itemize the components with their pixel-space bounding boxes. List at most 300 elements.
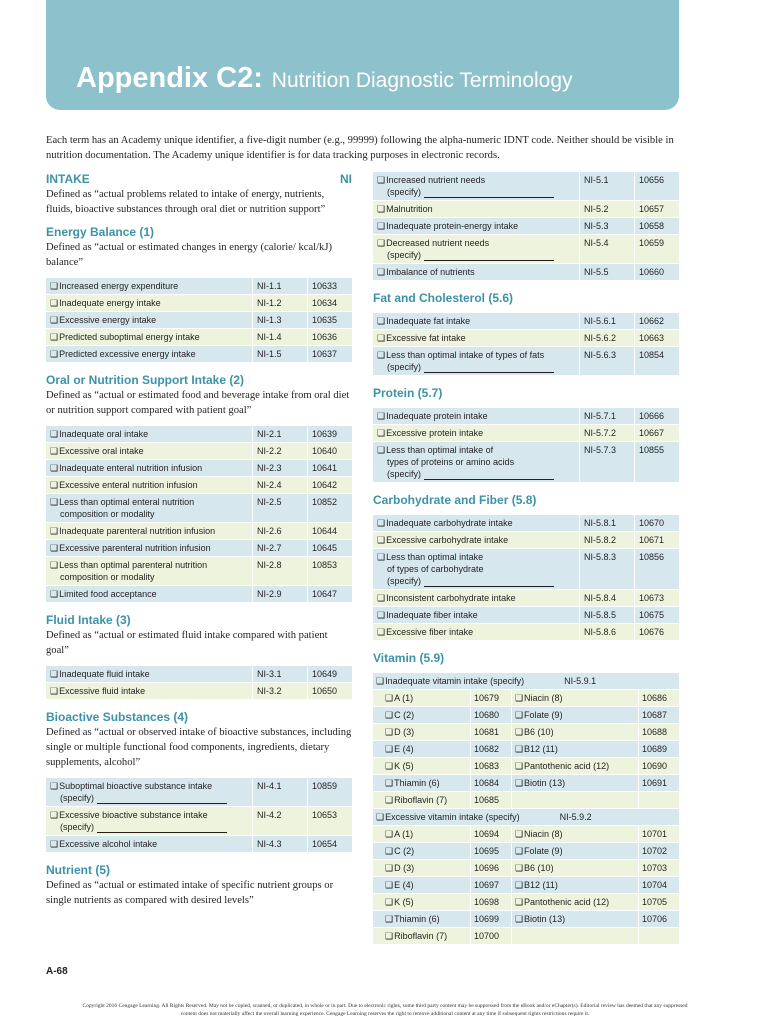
specify-field bbox=[377, 575, 575, 587]
table-row bbox=[46, 540, 352, 557]
term-label: Excessive fat intake bbox=[386, 333, 466, 343]
unique-id: 10695 bbox=[470, 843, 511, 860]
checkbox-icon[interactable]: ❑ bbox=[514, 727, 524, 737]
idnt-code: NI-2.3 bbox=[253, 460, 308, 477]
checkbox-icon[interactable]: ❑ bbox=[385, 693, 394, 703]
term-label: Excessive bioactive substance intake bbox=[59, 810, 208, 820]
term-label: Excessive alcohol intake bbox=[59, 839, 158, 849]
vitamin-right bbox=[511, 724, 638, 741]
unique-id: 10687 bbox=[639, 707, 680, 724]
unique-id: 10659 bbox=[635, 235, 680, 264]
nutrient-table bbox=[373, 172, 679, 281]
term-label: Decreased nutrient needs bbox=[386, 238, 490, 248]
idnt-code: NI-5.1 bbox=[580, 172, 635, 201]
checkbox-icon[interactable]: ❑ bbox=[377, 333, 386, 343]
term-label: Excessive fluid intake bbox=[59, 686, 146, 696]
vitamin-label: Riboflavin (7) bbox=[394, 931, 448, 941]
unique-id: 10699 bbox=[470, 911, 511, 928]
vitamin-row bbox=[373, 758, 679, 775]
checkbox-icon[interactable]: ❑ bbox=[377, 535, 386, 545]
idnt-code: NI-1.1 bbox=[253, 278, 308, 295]
fat-table bbox=[373, 313, 679, 376]
checkbox-icon[interactable]: ❑ bbox=[514, 710, 524, 720]
term-label: Less than optimal intake of bbox=[386, 445, 494, 455]
checkbox-icon[interactable]: ❑ bbox=[50, 781, 59, 791]
energy-table bbox=[46, 278, 352, 363]
idnt-code: NI-5.2 bbox=[580, 201, 635, 218]
checkbox-icon[interactable]: ❑ bbox=[50, 810, 59, 820]
table-row bbox=[46, 329, 352, 346]
vitamin-label: K (5) bbox=[394, 761, 414, 771]
checkbox-icon[interactable]: ❑ bbox=[385, 710, 394, 720]
checkbox-icon[interactable]: ❑ bbox=[385, 914, 394, 924]
checkbox-icon[interactable]: ❑ bbox=[385, 931, 394, 941]
term-cell bbox=[46, 426, 253, 443]
idnt-code: NI-4.3 bbox=[253, 836, 308, 853]
table-row bbox=[46, 523, 352, 540]
table-row bbox=[46, 683, 352, 700]
checkbox-icon[interactable]: ❑ bbox=[385, 761, 394, 771]
vitamin-row bbox=[373, 894, 679, 911]
vitamin-right bbox=[511, 928, 638, 945]
unique-id: 10690 bbox=[639, 758, 680, 775]
term-cell bbox=[373, 264, 580, 281]
idnt-code: NI-1.4 bbox=[253, 329, 308, 346]
idnt-code: NI-1.3 bbox=[253, 312, 308, 329]
vitamin-right bbox=[511, 911, 638, 928]
table-row bbox=[46, 278, 352, 295]
checkbox-icon[interactable]: ❑ bbox=[385, 897, 394, 907]
table-row bbox=[373, 607, 679, 624]
unique-id: 10676 bbox=[635, 624, 680, 641]
vitamin-label: D (3) bbox=[394, 727, 415, 737]
specify-label: (specify) bbox=[60, 822, 97, 832]
term-label: Inadequate parenteral nutrition infusion bbox=[59, 526, 216, 536]
unique-id: 10682 bbox=[470, 741, 511, 758]
term-label: Increased energy expenditure bbox=[59, 281, 179, 291]
nutrient-definition: Defined as “actual or estimated intake of specific nutrient groups or single nutrients as compared with desired levels” bbox=[46, 880, 334, 906]
idnt-code: NI-5.7.2 bbox=[580, 425, 635, 442]
table-row bbox=[46, 443, 352, 460]
table-row bbox=[46, 426, 352, 443]
term-cell bbox=[46, 346, 253, 363]
checkbox-icon[interactable]: ❑ bbox=[50, 315, 59, 325]
checkbox-icon[interactable]: ❑ bbox=[377, 445, 386, 455]
checkbox-icon[interactable]: ❑ bbox=[377, 428, 386, 438]
term-cell bbox=[373, 442, 580, 483]
vitamin-row bbox=[373, 741, 679, 758]
unique-id: 10649 bbox=[308, 666, 353, 683]
idnt-code: NI-5.8.4 bbox=[580, 590, 635, 607]
idnt-code: NI-2.7 bbox=[253, 540, 308, 557]
unique-id: 10679 bbox=[470, 690, 511, 707]
checkbox-icon[interactable]: ❑ bbox=[377, 204, 386, 214]
checkbox-icon[interactable]: ❑ bbox=[514, 880, 524, 890]
term-cell bbox=[46, 586, 253, 603]
checkbox-icon[interactable]: ❑ bbox=[514, 914, 524, 924]
specify-field bbox=[50, 821, 248, 833]
checkbox-icon[interactable]: ❑ bbox=[385, 863, 394, 873]
unique-id: 10859 bbox=[308, 778, 353, 807]
term-label: Inadequate oral intake bbox=[59, 429, 149, 439]
checkbox-icon[interactable]: ❑ bbox=[377, 552, 386, 562]
vitamin-label: Niacin (8) bbox=[524, 693, 563, 703]
unique-id: 10634 bbox=[308, 295, 353, 312]
checkbox-icon[interactable]: ❑ bbox=[50, 669, 59, 679]
vitamin-left bbox=[373, 775, 470, 792]
unique-id: 10670 bbox=[635, 515, 680, 532]
vitamin-right bbox=[511, 860, 638, 877]
checkbox-icon[interactable]: ❑ bbox=[377, 627, 386, 637]
checkbox-icon[interactable]: ❑ bbox=[50, 497, 59, 507]
vitamin-left bbox=[373, 826, 470, 843]
unique-id: 10635 bbox=[308, 312, 353, 329]
term-label: Inadequate fluid intake bbox=[59, 669, 150, 679]
specify-line bbox=[424, 577, 554, 587]
term-cell bbox=[46, 443, 253, 460]
term-label: Inadequate protein-energy intake bbox=[386, 221, 519, 231]
checkbox-icon[interactable]: ❑ bbox=[385, 727, 394, 737]
specify-field bbox=[377, 186, 575, 198]
term-cell bbox=[46, 312, 253, 329]
checkbox-icon[interactable]: ❑ bbox=[385, 880, 394, 890]
vitamin-left bbox=[373, 741, 470, 758]
checkbox-icon[interactable]: ❑ bbox=[376, 676, 385, 686]
idnt-code: NI-5.6.1 bbox=[580, 313, 635, 330]
vitamin-row bbox=[373, 843, 679, 860]
idnt-code: NI-5.8.6 bbox=[580, 624, 635, 641]
idnt-code: NI-5.8.1 bbox=[580, 515, 635, 532]
vitamin-right bbox=[511, 690, 638, 707]
term-label: Inadequate energy intake bbox=[59, 298, 161, 308]
vitamin-label: Folate (9) bbox=[524, 710, 563, 720]
vitamin-right bbox=[511, 775, 638, 792]
unique-id: 10694 bbox=[470, 826, 511, 843]
checkbox-icon[interactable]: ❑ bbox=[377, 267, 386, 277]
energy-definition: Defined as “actual or estimated changes in energy (calorie/ kcal/kJ) balance” bbox=[46, 242, 333, 268]
protein-table bbox=[373, 408, 679, 483]
term-label: Limited food acceptance bbox=[59, 589, 157, 599]
table-row bbox=[373, 218, 679, 235]
unique-id: 10642 bbox=[308, 477, 353, 494]
vitamin-label: B12 (11) bbox=[524, 744, 558, 754]
checkbox-icon[interactable]: ❑ bbox=[50, 589, 59, 599]
unique-id: 10686 bbox=[639, 690, 680, 707]
checkbox-icon[interactable]: ❑ bbox=[377, 350, 386, 360]
table-row bbox=[373, 624, 679, 641]
unique-id: 10705 bbox=[639, 894, 680, 911]
vitamin-row bbox=[373, 792, 679, 809]
vitamin-left bbox=[373, 911, 470, 928]
checkbox-icon[interactable]: ❑ bbox=[377, 175, 386, 185]
idnt-code: NI-5.6.3 bbox=[580, 347, 635, 376]
vitamin-label: E (4) bbox=[394, 744, 414, 754]
vitamin-heading: Vitamin (5.9) bbox=[373, 651, 445, 665]
vitamin-row bbox=[373, 928, 679, 945]
unique-id: 10698 bbox=[470, 894, 511, 911]
table-row bbox=[373, 532, 679, 549]
checkbox-icon[interactable]: ❑ bbox=[514, 863, 524, 873]
term-label: Less than optimal intake of types of fats bbox=[386, 350, 545, 360]
carb-table bbox=[373, 515, 679, 641]
table-row bbox=[373, 201, 679, 218]
vitamin-table bbox=[373, 673, 679, 945]
unique-id: 10666 bbox=[635, 408, 680, 425]
specify-label: (specify) bbox=[387, 250, 424, 260]
unique-id: 10657 bbox=[635, 201, 680, 218]
vitamin-group-row bbox=[373, 809, 679, 826]
vitamin-left bbox=[373, 877, 470, 894]
specify-line bbox=[97, 794, 227, 804]
idnt-code: NI-4.2 bbox=[253, 807, 308, 836]
vitamin-label: Biotin (13) bbox=[524, 914, 566, 924]
table-row bbox=[373, 330, 679, 347]
energy-heading: Energy Balance (1) bbox=[46, 225, 155, 239]
term-cell bbox=[46, 523, 253, 540]
table-row bbox=[373, 313, 679, 330]
unique-id: 10697 bbox=[470, 877, 511, 894]
term-cell bbox=[46, 807, 253, 836]
specify-label: (specify) bbox=[490, 676, 525, 686]
unique-id: 10691 bbox=[639, 775, 680, 792]
term-cell bbox=[373, 624, 580, 641]
specify-label: (specify) bbox=[387, 576, 424, 586]
vitamin-right bbox=[511, 877, 638, 894]
checkbox-icon[interactable]: ❑ bbox=[50, 480, 59, 490]
vitamin-label: Niacin (8) bbox=[524, 829, 563, 839]
protein-heading: Protein (5.7) bbox=[373, 386, 443, 400]
checkbox-icon[interactable]: ❑ bbox=[377, 593, 386, 603]
unique-id: 10853 bbox=[308, 557, 353, 586]
vitamin-row bbox=[373, 826, 679, 843]
vitamin-right bbox=[511, 843, 638, 860]
table-row bbox=[46, 557, 352, 586]
idnt-code: NI-2.8 bbox=[253, 557, 308, 586]
vitamin-row bbox=[373, 911, 679, 928]
idnt-code: NI-2.2 bbox=[253, 443, 308, 460]
term-cell bbox=[46, 295, 253, 312]
table-row bbox=[46, 346, 352, 363]
table-row bbox=[46, 666, 352, 683]
checkbox-icon[interactable]: ❑ bbox=[377, 518, 386, 528]
idnt-code: NI-2.1 bbox=[253, 426, 308, 443]
idnt-code: NI-1.2 bbox=[253, 295, 308, 312]
term-sublabel: composition or modality bbox=[60, 509, 155, 519]
unique-id: 10684 bbox=[470, 775, 511, 792]
vitamin-right bbox=[511, 792, 638, 809]
vitamin-left bbox=[373, 894, 470, 911]
unique-id: 10654 bbox=[308, 836, 353, 853]
vitamin-left bbox=[373, 758, 470, 775]
unique-id: 10641 bbox=[308, 460, 353, 477]
oral-definition: Defined as “actual or estimated food and beverage intake from oral diet or nutrition support compared with patient goal” bbox=[46, 390, 350, 416]
term-cell bbox=[373, 532, 580, 549]
unique-id: 10673 bbox=[635, 590, 680, 607]
table-row bbox=[46, 295, 352, 312]
bioactive-definition: Defined as “actual or observed intake of bioactive substances, including single or multiple functional food components, ingredients, dietary supplements, alcohol” bbox=[46, 727, 352, 768]
unique-id: 10647 bbox=[308, 586, 353, 603]
vitamin-label: C (2) bbox=[394, 846, 415, 856]
unique-id: 10671 bbox=[635, 532, 680, 549]
table-row bbox=[46, 494, 352, 523]
checkbox-icon[interactable]: ❑ bbox=[50, 560, 59, 570]
term-cell bbox=[46, 278, 253, 295]
vitamin-right bbox=[511, 707, 638, 724]
idnt-code: NI-5.8.2 bbox=[580, 532, 635, 549]
unique-id: 10667 bbox=[635, 425, 680, 442]
unique-id: 10636 bbox=[308, 329, 353, 346]
term-label: Excessive carbohydrate intake bbox=[386, 535, 509, 545]
checkbox-icon[interactable]: ❑ bbox=[50, 686, 59, 696]
specify-line bbox=[424, 188, 554, 198]
term-label: Malnutrition bbox=[386, 204, 433, 214]
term-label: Excessive protein intake bbox=[386, 428, 484, 438]
idnt-code: NI-5.7.1 bbox=[580, 408, 635, 425]
vitamin-left bbox=[373, 724, 470, 741]
checkbox-icon[interactable]: ❑ bbox=[385, 744, 394, 754]
specify-label: (specify) bbox=[387, 362, 424, 372]
idnt-code: NI-5.7.3 bbox=[580, 442, 635, 483]
right-column bbox=[373, 172, 679, 945]
table-row bbox=[373, 549, 679, 590]
checkbox-icon[interactable]: ❑ bbox=[514, 897, 524, 907]
checkbox-icon[interactable]: ❑ bbox=[385, 795, 394, 805]
checkbox-icon[interactable]: ❑ bbox=[377, 316, 386, 326]
term-label: Less than optimal parenteral nutrition bbox=[59, 560, 208, 570]
specify-line bbox=[424, 363, 554, 373]
checkbox-icon[interactable]: ❑ bbox=[376, 812, 385, 822]
checkbox-icon[interactable]: ❑ bbox=[514, 778, 524, 788]
checkbox-icon[interactable]: ❑ bbox=[50, 429, 59, 439]
table-row bbox=[373, 590, 679, 607]
table-row bbox=[373, 235, 679, 264]
checkbox-icon[interactable]: ❑ bbox=[514, 829, 524, 839]
term-sublabel: composition or modality bbox=[60, 572, 155, 582]
term-cell bbox=[373, 313, 580, 330]
term-cell bbox=[373, 347, 580, 376]
checkbox-icon[interactable]: ❑ bbox=[377, 238, 386, 248]
term-label: Inconsistent carbohydrate intake bbox=[386, 593, 516, 603]
idnt-code: NI-5.9.2 bbox=[559, 812, 592, 822]
checkbox-icon[interactable]: ❑ bbox=[385, 829, 394, 839]
term-label: Less than optimal enteral nutrition bbox=[59, 497, 195, 507]
term-cell bbox=[46, 460, 253, 477]
term-cell bbox=[373, 330, 580, 347]
intro-text: Each term has an Academy unique identifier, a five-digit number (e.g., 99999) following the alpha-numeric IDNT code. Neither should be visible in nutrition documentation. The Academy unique identifier is for data tracking purposes in electronic records. bbox=[46, 135, 674, 161]
vitamin-right bbox=[511, 741, 638, 758]
term-label: Excessive fiber intake bbox=[386, 627, 474, 637]
checkbox-icon[interactable]: ❑ bbox=[385, 778, 394, 788]
table-row bbox=[373, 347, 679, 376]
checkbox-icon[interactable]: ❑ bbox=[514, 846, 524, 856]
idnt-code: NI-5.8.3 bbox=[580, 549, 635, 590]
intake-heading: INTAKE NI bbox=[46, 172, 352, 186]
specify-field bbox=[377, 468, 575, 480]
checkbox-icon[interactable]: ❑ bbox=[385, 846, 394, 856]
unique-id: 10640 bbox=[308, 443, 353, 460]
term-label: Inadequate carbohydrate intake bbox=[386, 518, 513, 528]
vitamin-label: B12 (11) bbox=[524, 880, 558, 890]
vitamin-left bbox=[373, 928, 470, 945]
checkbox-icon[interactable]: ❑ bbox=[50, 298, 59, 308]
table-row bbox=[373, 442, 679, 483]
unique-id: 10639 bbox=[308, 426, 353, 443]
unique-id: 10656 bbox=[635, 172, 680, 201]
term-cell bbox=[373, 590, 580, 607]
checkbox-icon[interactable]: ❑ bbox=[50, 281, 59, 291]
idnt-code: NI-3.2 bbox=[253, 683, 308, 700]
idnt-code: NI-3.1 bbox=[253, 666, 308, 683]
checkbox-icon[interactable]: ❑ bbox=[50, 839, 59, 849]
checkbox-icon[interactable]: ❑ bbox=[514, 693, 524, 703]
checkbox-icon[interactable]: ❑ bbox=[514, 761, 524, 771]
checkbox-icon[interactable]: ❑ bbox=[50, 543, 59, 553]
table-row bbox=[373, 425, 679, 442]
vitamin-left bbox=[373, 860, 470, 877]
fluid-heading: Fluid Intake (3) bbox=[46, 613, 131, 627]
unique-id: 10701 bbox=[639, 826, 680, 843]
nutrient-heading: Nutrient (5) bbox=[46, 863, 110, 877]
checkbox-icon[interactable]: ❑ bbox=[50, 526, 59, 536]
unique-id: 10856 bbox=[635, 549, 680, 590]
checkbox-icon[interactable]: ❑ bbox=[50, 349, 59, 359]
checkbox-icon[interactable]: ❑ bbox=[377, 610, 386, 620]
unique-id: 10644 bbox=[308, 523, 353, 540]
left-column bbox=[46, 172, 352, 908]
vitamin-left bbox=[373, 843, 470, 860]
term-label: Inadequate enteral nutrition infusion bbox=[59, 463, 203, 473]
unique-id: 10633 bbox=[308, 278, 353, 295]
unique-id: 10852 bbox=[308, 494, 353, 523]
checkbox-icon[interactable]: ❑ bbox=[377, 411, 386, 421]
vitamin-left bbox=[373, 690, 470, 707]
vitamin-label: Pantothenic acid (12) bbox=[524, 761, 610, 771]
checkbox-icon[interactable]: ❑ bbox=[50, 332, 59, 342]
vitamin-label: B6 (10) bbox=[524, 863, 554, 873]
table-row bbox=[46, 836, 352, 853]
idnt-code: NI-5.4 bbox=[580, 235, 635, 264]
vitamin-label: B6 (10) bbox=[524, 727, 554, 737]
checkbox-icon[interactable]: ❑ bbox=[50, 446, 59, 456]
vitamin-label: Folate (9) bbox=[524, 846, 563, 856]
table-row bbox=[46, 778, 352, 807]
vitamin-label: C (2) bbox=[394, 710, 415, 720]
vitamin-label: Biotin (13) bbox=[524, 778, 566, 788]
term-cell bbox=[373, 425, 580, 442]
intake-definition: Defined as “actual problems related to intake of energy, nutrients, fluids, bioactive substances through oral diet or nutrition support” bbox=[46, 189, 326, 215]
unique-id: 10704 bbox=[639, 877, 680, 894]
checkbox-icon[interactable]: ❑ bbox=[514, 744, 524, 754]
checkbox-icon[interactable]: ❑ bbox=[50, 463, 59, 473]
vitamin-row bbox=[373, 690, 679, 707]
vitamin-label: Pantothenic acid (12) bbox=[524, 897, 610, 907]
unique-id: 10645 bbox=[308, 540, 353, 557]
table-row bbox=[46, 807, 352, 836]
unique-id: 10706 bbox=[639, 911, 680, 928]
term-label: Less than optimal intake bbox=[386, 552, 484, 562]
vitamin-label: Thiamin (6) bbox=[394, 914, 440, 924]
specify-field bbox=[377, 361, 575, 373]
checkbox-icon[interactable]: ❑ bbox=[377, 221, 386, 231]
idnt-code: NI-4.1 bbox=[253, 778, 308, 807]
idnt-code: NI-2.6 bbox=[253, 523, 308, 540]
term-cell bbox=[46, 477, 253, 494]
specify-label: (specify) bbox=[387, 187, 424, 197]
unique-id: 10637 bbox=[308, 346, 353, 363]
page-header bbox=[46, 0, 679, 110]
unique-id bbox=[639, 792, 680, 809]
unique-id: 10683 bbox=[470, 758, 511, 775]
